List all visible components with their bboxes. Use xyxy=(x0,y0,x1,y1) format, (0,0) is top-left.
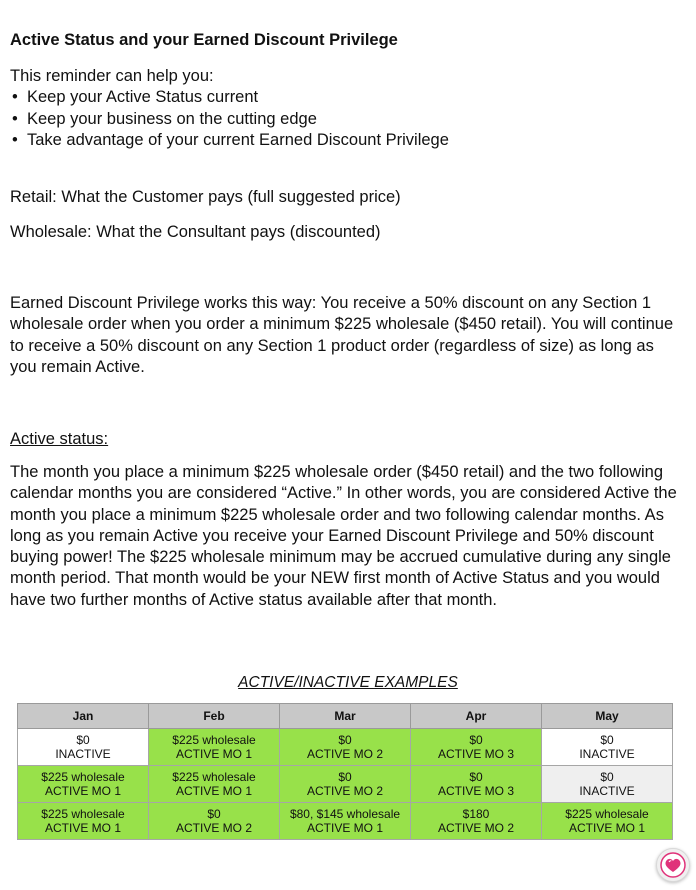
table-cell xyxy=(411,766,542,803)
header-jan: Jan xyxy=(18,704,149,729)
table-row xyxy=(18,803,673,840)
cell-status: ACTIVE MO 1 xyxy=(44,821,121,835)
cell-status: ACTIVE MO 1 xyxy=(568,821,645,835)
table-cell xyxy=(149,803,280,840)
cell-status: INACTIVE xyxy=(579,784,635,798)
cell-amount: $80, $145 wholesale xyxy=(289,807,401,821)
header-feb: Feb xyxy=(149,704,280,729)
heart-icon xyxy=(660,852,686,878)
cell-amount: $225 wholesale xyxy=(565,807,649,821)
cell-amount: $0 xyxy=(600,733,614,747)
table-cell xyxy=(149,729,280,766)
cell-amount: $0 xyxy=(600,770,614,784)
cell-amount: $0 xyxy=(207,807,221,821)
table-cell xyxy=(280,729,411,766)
table-cell xyxy=(542,803,673,840)
bullet-item: • Take advantage of your current Earned Discount Privilege xyxy=(10,130,449,151)
discount-paragraph: Earned Discount Privilege works this way: You receive a 50% discount on any Section 1 wholesale order when you order a minimum $225 wholesale ($450 retail). You will continue to receive a 50% discount on any Section 1 product order (regardless of size) as long as you remain Active. xyxy=(10,294,674,376)
active-status-heading: Active status: xyxy=(10,430,109,448)
cell-status: ACTIVE MO 1 xyxy=(175,784,252,798)
table-row xyxy=(18,766,673,803)
table-cell xyxy=(149,766,280,803)
cell-amount: $180 xyxy=(462,807,490,821)
cell-status: INACTIVE xyxy=(579,747,635,761)
cell-status: ACTIVE MO 1 xyxy=(306,821,383,835)
table-cell xyxy=(280,766,411,803)
cell-status: ACTIVE MO 3 xyxy=(437,784,514,798)
cell-amount: $0 xyxy=(338,770,352,784)
header-apr: Apr xyxy=(411,704,542,729)
active-status-paragraph: The month you place a minimum $225 wholesale order ($450 retail) and the two following calendar months you are considered “Active.” In other words, you are considered Active the month you place a minimum $225 wholesale order and two following calendar months. As long as you remain Active you receive your Earned Discount Privilege and 50% discount buying power! The $225 wholesale minimum may be accrued cumulative during any single month period. That month would be your NEW first month of Active Status and you would have two further months of Active status available after that month. xyxy=(10,463,677,609)
intro-block xyxy=(10,66,449,151)
table-cell xyxy=(280,803,411,840)
cell-status: ACTIVE MO 3 xyxy=(437,747,514,761)
cell-amount: $0 xyxy=(338,733,352,747)
cell-amount: $225 wholesale xyxy=(172,733,256,747)
bullet-list xyxy=(10,87,449,151)
cell-status: INACTIVE xyxy=(55,747,111,761)
cell-amount: $225 wholesale xyxy=(172,770,256,784)
table-header-row xyxy=(18,704,673,729)
table-cell xyxy=(18,803,149,840)
page-title: Active Status and your Earned Discount Privilege xyxy=(10,31,398,49)
cell-amount: $225 wholesale xyxy=(41,770,125,784)
table-cell xyxy=(542,729,673,766)
cell-status: ACTIVE MO 1 xyxy=(175,747,252,761)
retail-definition: Retail: What the Customer pays (full suggested price) xyxy=(10,188,401,206)
table-cell xyxy=(542,766,673,803)
cell-amount: $0 xyxy=(469,770,483,784)
cell-status: ACTIVE MO 2 xyxy=(306,784,383,798)
cell-status: ACTIVE MO 2 xyxy=(175,821,252,835)
cell-status: ACTIVE MO 2 xyxy=(306,747,383,761)
cell-status: ACTIVE MO 2 xyxy=(437,821,514,835)
intro-text: This reminder can help you: xyxy=(10,67,214,85)
cell-amount: $0 xyxy=(469,733,483,747)
table-cell xyxy=(411,729,542,766)
examples-table xyxy=(17,703,673,840)
bullet-item: • Keep your Active Status current xyxy=(10,87,449,108)
table-body xyxy=(18,729,673,840)
table-row xyxy=(18,729,673,766)
wholesale-definition: Wholesale: What the Consultant pays (discounted) xyxy=(10,223,381,241)
bullet-item: • Keep your business on the cutting edge xyxy=(10,109,449,130)
header-mar: Mar xyxy=(280,704,411,729)
cell-amount: $0 xyxy=(76,733,90,747)
table-cell xyxy=(18,766,149,803)
table-cell xyxy=(411,803,542,840)
examples-table-title: ACTIVE/INACTIVE EXAMPLES xyxy=(238,674,458,691)
cell-amount: $225 wholesale xyxy=(41,807,125,821)
table-cell xyxy=(18,729,149,766)
floating-heart-button[interactable] xyxy=(656,848,690,882)
cell-status: ACTIVE MO 1 xyxy=(44,784,121,798)
header-may: May xyxy=(542,704,673,729)
